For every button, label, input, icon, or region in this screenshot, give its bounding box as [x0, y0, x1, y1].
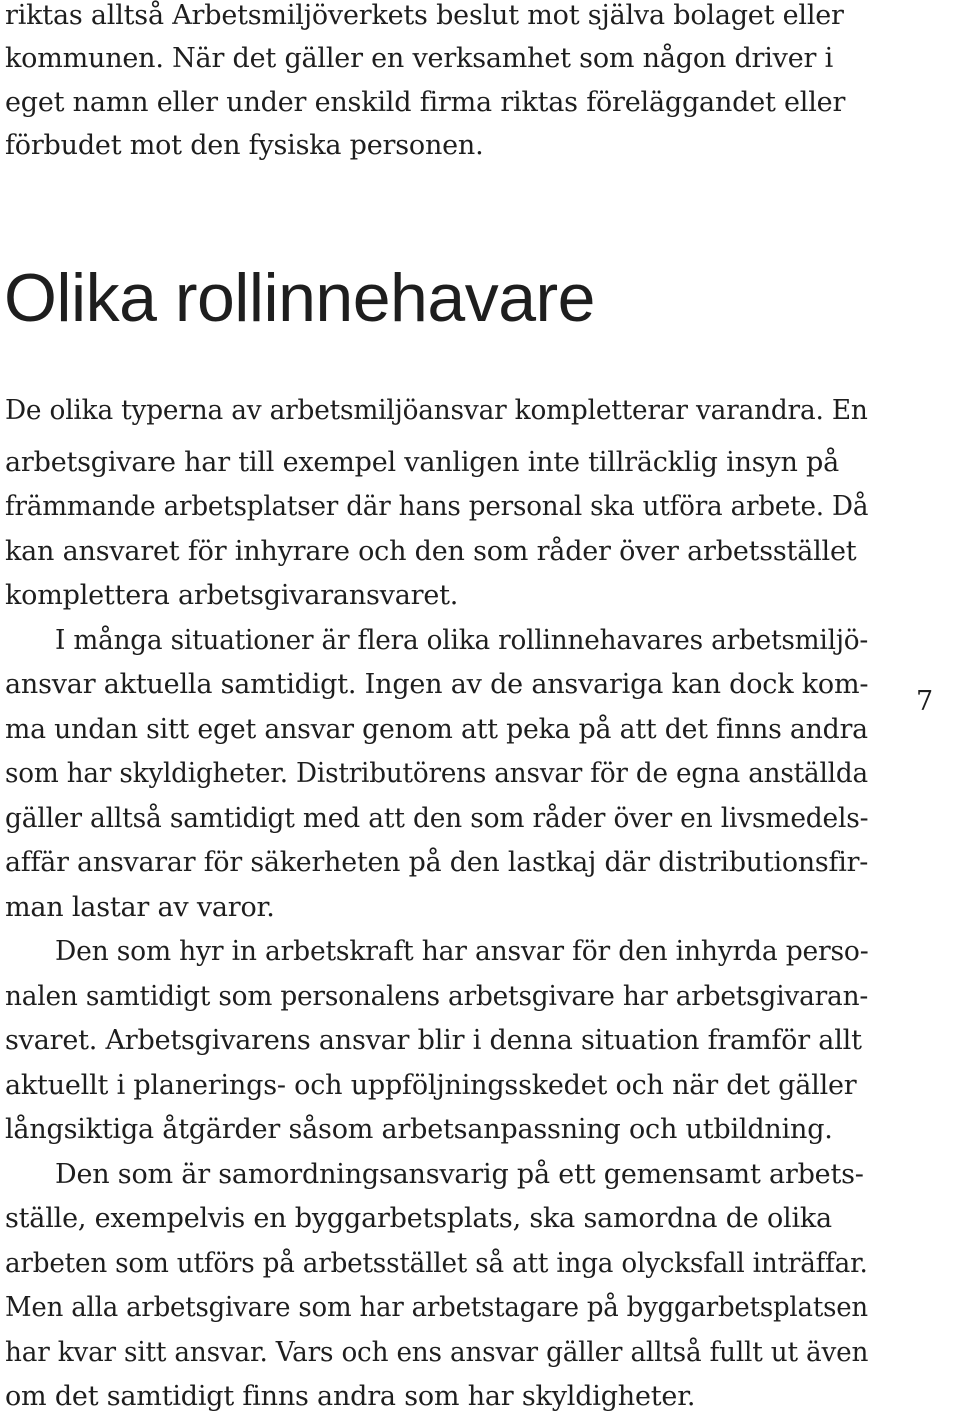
- body-line: har kvar sitt ansvar. Vars och ens ansvar gäller alltså fullt ut även: [5, 1337, 869, 1368]
- body-line: Den som hyr in arbetskraft har ansvar för den inhyrda perso-: [55, 936, 869, 967]
- body-line: svaret. Arbetsgivarens ansvar blir i denna situation framför allt: [5, 1025, 862, 1056]
- body-line: De olika typerna av arbetsmiljöansvar kompletterar varandra. En: [5, 395, 868, 426]
- body-line: gäller alltså samtidigt med att den som råder över en livsmedels-: [5, 803, 869, 834]
- body-line: ma undan sitt eget ansvar genom att peka på att det finns andra: [5, 714, 868, 745]
- body-line: kan ansvaret för inhyrare och den som råder över arbetsstället: [5, 536, 857, 567]
- body-line: Men alla arbetsgivare som har arbetstagare på byggarbetsplatsen: [5, 1292, 868, 1323]
- body-line: affär ansvarar för säkerheten på den lastkaj där distributionsfir-: [5, 847, 869, 878]
- intro-line: riktas alltså Arbetsmiljöverkets beslut mot själva bolaget eller: [5, 0, 844, 31]
- body-line: arbetsgivare har till exempel vanligen inte tillräcklig insyn på: [5, 447, 840, 478]
- body-line: som har skyldigheter. Distributörens ansvar för de egna anställda: [5, 758, 868, 789]
- body-line: Den som är samordningsansvarig på ett gemensamt arbets-: [55, 1159, 864, 1190]
- body-line: om det samtidigt finns andra som har skyldigheter.: [5, 1381, 696, 1412]
- body-line: nalen samtidigt som personalens arbetsgivare har arbetsgivaran-: [5, 981, 869, 1012]
- body-line: ansvar aktuella samtidigt. Ingen av de ansvariga kan dock kom-: [5, 669, 869, 700]
- intro-line: kommunen. När det gäller en verksamhet som någon driver i: [5, 43, 834, 74]
- page-number: 7: [916, 686, 934, 717]
- body-line: långsiktiga åtgärder såsom arbetsanpassning och utbildning.: [5, 1114, 833, 1145]
- section-heading: Olika rollinnehavare: [4, 260, 595, 336]
- body-line: man lastar av varor.: [5, 892, 275, 923]
- body-line: arbeten som utförs på arbetsstället så att inga olycksfall inträffar.: [5, 1248, 868, 1279]
- body-line: komplettera arbetsgivaransvaret.: [5, 580, 459, 611]
- body-line: I många situationer är flera olika rollinnehavares arbetsmiljö-: [55, 625, 869, 656]
- body-line: aktuellt i planerings- och uppföljningsskedet och när det gäller: [5, 1070, 857, 1101]
- body-line: ställe, exempelvis en byggarbetsplats, ska samordna de olika: [5, 1203, 832, 1234]
- intro-line: förbudet mot den fysiska personen.: [5, 130, 484, 161]
- body-line: främmande arbetsplatser där hans personal ska utföra arbete. Då: [5, 491, 869, 522]
- intro-line: eget namn eller under enskild firma riktas föreläggandet eller: [5, 87, 846, 118]
